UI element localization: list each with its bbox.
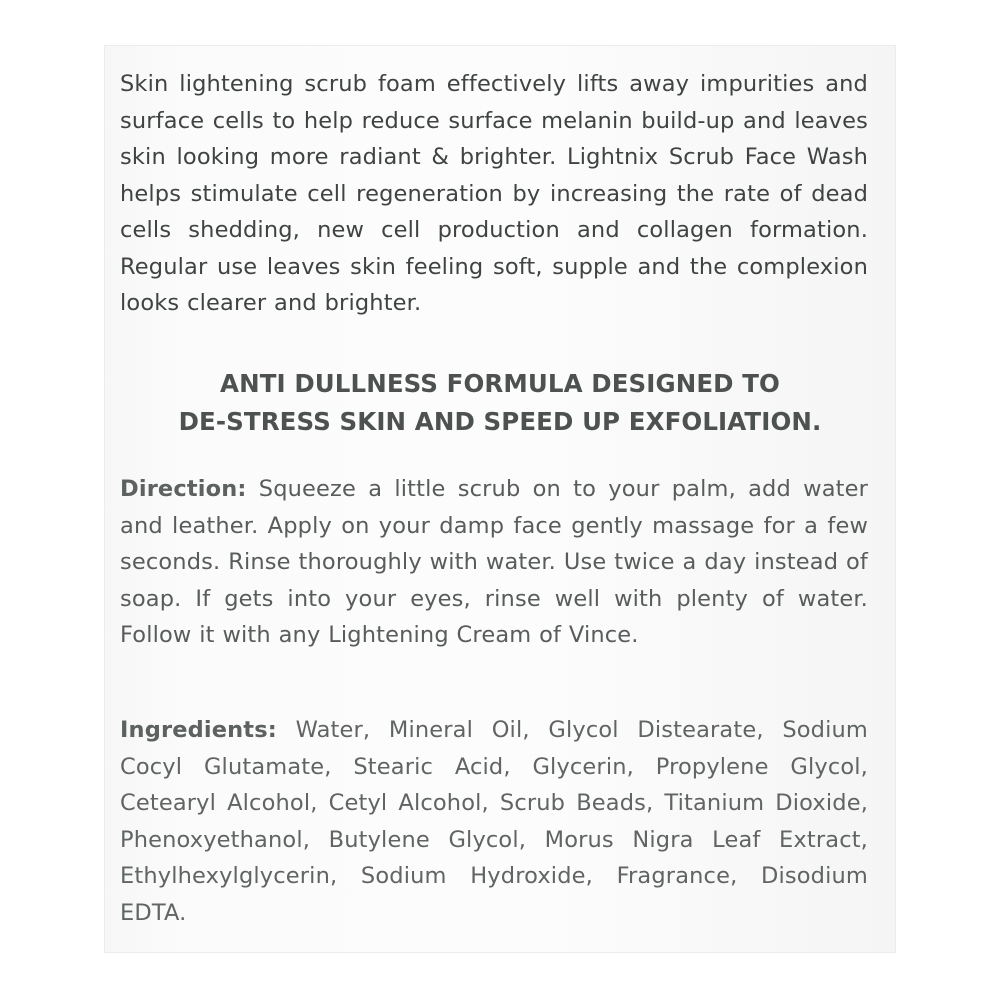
ingredients-text: Water, Mineral Oil, Glycol Distearate, Sodium Cocyl Glutamate, Stearic Acid, Glycerin, Propylene Glycol, Cetearyl Alcohol, Cetyl Alcohol, Scrub Beads, Titanium Dioxide, Phenoxyethanol, Butylene Glycol, Morus Nigra Leaf Extract, Ethylhexylglycerin, Sodium Hydroxide, Fragrance, Disodium EDTA. (120, 717, 868, 926)
ingredients-label: Ingredients: (120, 717, 277, 743)
ingredients-paragraph (120, 712, 868, 931)
headline-line-1: ANTI DULLNESS FORMULA DESIGNED TO (220, 369, 780, 398)
direction-paragraph (120, 471, 868, 654)
formula-headline (110, 365, 890, 441)
direction-text: Squeeze a little scrub on to your palm, add water and leather. Apply on your damp face gently massage for a few seconds. Rinse thoroughly with water. Use twice a day instead of soap. If gets into your eyes, rinse well with plenty of water. Follow it with any Lightening Cream of Vince. (120, 476, 868, 648)
description-paragraph: Skin lightening scrub foam effectively lifts away impurities and surface cells to help reduce surface melanin build-up and leaves skin looking more radiant & brighter. Lightnix Scrub Face Wash helps stimulate cell regeneration by increasing the rate of dead cells shedding, new cell production and collagen formation. Regular use leaves skin feeling soft, supple and the complexion looks clearer and brighter. (120, 71, 868, 316)
direction-label: Direction: (120, 476, 247, 502)
headline-line-2: DE-STRESS SKIN AND SPEED UP EXFOLIATION. (178, 407, 822, 436)
